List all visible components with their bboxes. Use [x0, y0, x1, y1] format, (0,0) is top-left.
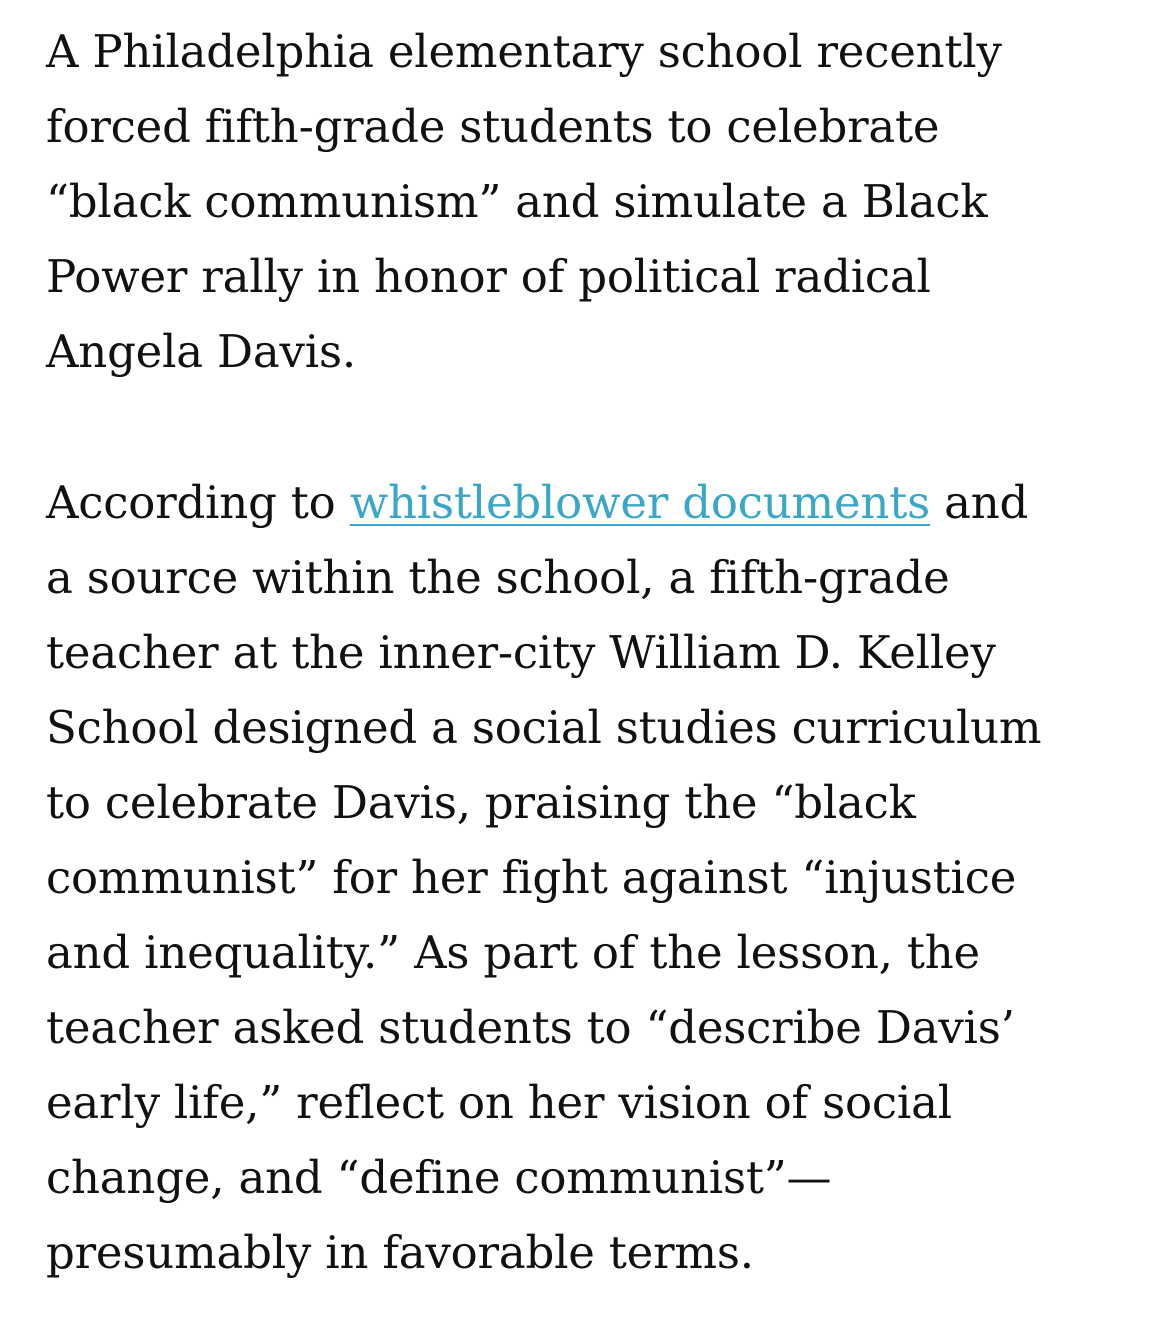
paragraph-line: teacher at the inner-city William D. Kelley: [46, 626, 996, 679]
paragraph-line: early life,” reflect on her vision of social: [46, 1076, 952, 1129]
paragraph-line-with-link: [46, 465, 1169, 540]
whistleblower-documents-link[interactable]: whistleblower documents: [349, 476, 930, 529]
paragraph-line: change, and “define communist”—: [46, 1151, 832, 1204]
paragraph-line: teacher asked students to “describe Davis’: [46, 1001, 1015, 1054]
paragraph-line: Angela Davis.: [46, 325, 356, 378]
paragraph-line: School designed a social studies curriculum: [46, 701, 1042, 754]
paragraph-line: forced fifth-grade students to celebrate: [46, 100, 940, 153]
paragraph-line: to celebrate Davis, praising the “black: [46, 776, 916, 829]
paragraph-line: “black communism” and simulate a Black: [46, 175, 988, 228]
paragraph-1: [46, 14, 1169, 389]
paragraph-line: a source within the school, a fifth-grade: [46, 551, 950, 604]
paragraph-2: [46, 465, 1169, 1290]
paragraph-line: presumably in favorable terms.: [46, 1226, 754, 1279]
paragraph-line: Power rally in honor of political radical: [46, 250, 931, 303]
paragraph-line: A Philadelphia elementary school recently: [46, 25, 1002, 78]
paragraph-line: and inequality.” As part of the lesson, the: [46, 926, 980, 979]
paragraph-line: communist” for her fight against “injustice: [46, 851, 1017, 904]
paragraph-text: and: [929, 476, 1029, 529]
paragraph-text: According to: [46, 476, 350, 529]
